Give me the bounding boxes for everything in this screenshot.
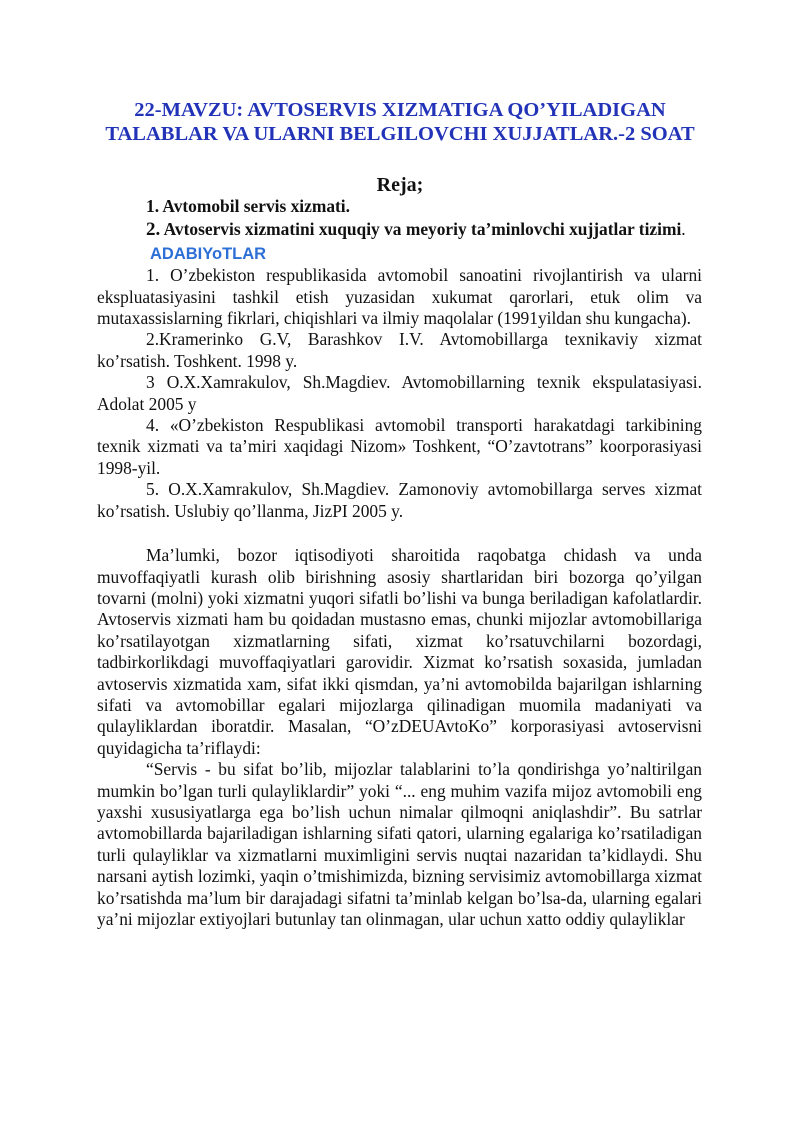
- plan-heading: Reja;: [376, 174, 424, 196]
- references-heading: ADABIYoTLAR: [150, 244, 267, 263]
- plan-item-1: 1. Avtomobil servis xizmati.: [146, 196, 350, 216]
- body-paragraph: Ma’lumki, bozor iqtisodiyoti sharoitida raqobatga chidash va unda muvoffaqiyatli kurash olib birishning asosiy shartlaridan biri bozorga qo’yilgan tovarni (molni) yoki xizmatni yuqori sifatli bo’lishi va bunga beriladigan kafolatlardir. Avtoservis xizmati ham bu qoidadan mustasno emas, chunki mijozlar avtomobillariga ko’rsatilayotgan xizmatlarning sifati, xizmat ko’rsatuvchilarni bozordagi, tadbirkorlikdagi muvoffaqiyatlari garovidir. Xizmat ko’rsatish soxasida, jumladan avtoservis xizmatida xam, sifat ikki qismdan, ya’ni avtomobilda bajarilgan ishlarning sifati va avtomobillar egalari mijozlarga qilinadigan muomila madaniyati va qulayliklardan iboratdir. Masalan, “O’zDEUAvtoKo” korporasiyasi avtoservisni quyidagicha ta’riflaydi:: [97, 545, 702, 758]
- reference-item: 4. «O’zbekiston Respublikasi avtomobil transporti harakatdagi tarkibining texnik xizmati va ta’miri xaqidagi Nizom» Toshkent, “O’zavtotrans” koorporasiyasi 1998-yil.: [97, 415, 702, 478]
- plan-item-2-text: Avtoservis xizmatini xuquqiy va meyoriy ta’minlovchi xujjatlar tizimi: [160, 219, 682, 240]
- document-body: [97, 196, 702, 930]
- plan-item-2-number: 2.: [146, 219, 161, 241]
- document-title: 22-MAVZU: AVTOSERVIS XIZMATIGA QO’YILADIGAN TALABLAR VA ULARNI BELGILOVCHI XUJJATLAR.-2 SOAT: [105, 99, 695, 145]
- reference-item: 3 O.X.Xamrakulov, Sh.Magdiev. Avtomobillarning texnik ekspulatasiyasi. Adolat 2005 y: [97, 372, 702, 414]
- plan-item-2: [97, 219, 702, 240]
- body-paragraph: “Servis - bu sifat bo’lib, mijozlar talablarini to’la qondirishga yo’naltirilgan mumkin bo’lgan turli qulayliklardir” yoki “... eng muhim vazifa mijoz avtomobili eng yaxshi xususiyatlarga ega bo’lish uchun nimalar qilmoqni aniqlashdir”. Bu satrlar avtomobillarda bajariladigan ishlarning sifati qatori, ularning egalariga ko’rsatiladigan turli qulayliklar va xizmatlarni muximligini servis nuqtai nazaridan ta’kidlaydi. Shu narsani aytish lozimki, yaqin o’tmishimizda, bizning servisimiz avtomobillarga xizmat ko’rsatishda ma’lum bir darajadagi sifatni ta’minlab kelgan bo’lsa-da, ularning egalari ya’ni mijozlar extiyojlari butunlay tan olinmagan, ular uchun xatto oddiy qulayliklar: [97, 759, 702, 929]
- reference-item: 1. O’zbekiston respublikasida avtomobil sanoatini rivojlantirish va ularni ekspluatasiyasini tashkil etish yuzasidan xukumat qarorlari, etuk olim va mutaxassislarning fikrlari, chiqishlari va ilmiy maqolalar (1991yildan shu kungacha).: [97, 265, 702, 329]
- reference-item: 5. O.X.Xamrakulov, Sh.Magdiev. Zamonoviy avtomobillarga serves xizmat ko’rsatish. Uslubiy qo’llanma, JizPI 2005 y.: [97, 479, 702, 521]
- plan-item-2-end: .: [681, 219, 686, 240]
- reference-item: 2.Kramerinko G.V, Barashkov I.V. Avtomobillarga texnikaviy xizmat ko’rsatish. Toshkent. 1998 y.: [97, 329, 702, 371]
- section-spacer: [97, 522, 702, 545]
